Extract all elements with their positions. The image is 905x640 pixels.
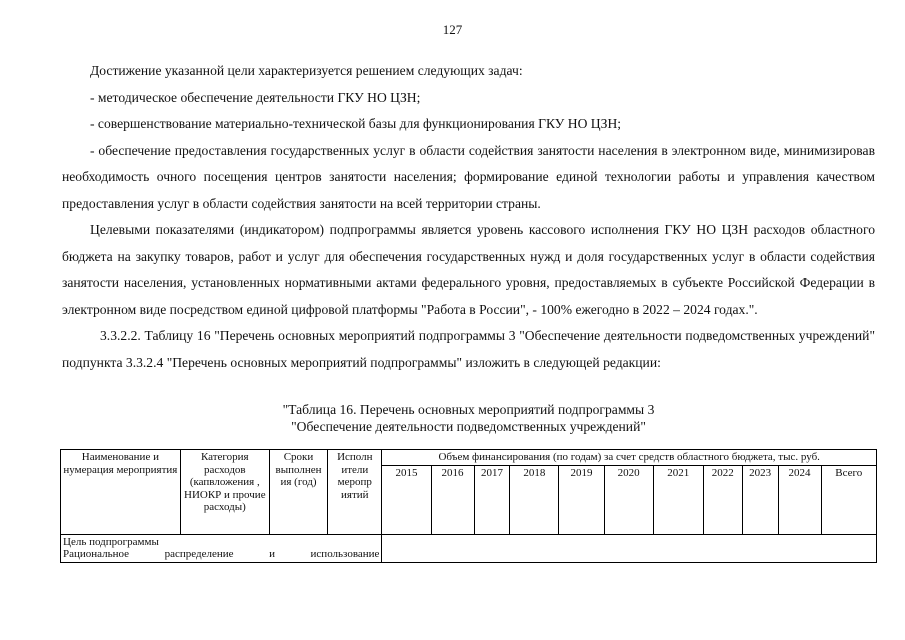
page-number: 127 — [442, 22, 463, 37]
table-caption-line-1: "Таблица 16. Перечень основных мероприятий подпрограммы 3 — [282, 402, 655, 417]
header-year: 2024 — [778, 465, 821, 534]
table-caption-line-2: "Обеспечение деятельности подведомственных учреждений" — [291, 419, 646, 434]
header-year: 2019 — [559, 465, 604, 534]
table-header-row — [61, 450, 877, 466]
header-year: 2023 — [742, 465, 778, 534]
paragraph-task-2: - совершенствование материально-технической базы для функционирования ГКУ НО ЦЗН; — [90, 116, 622, 131]
header-year: 2022 — [703, 465, 742, 534]
table-caption — [62, 401, 875, 435]
table-row-goal — [61, 534, 877, 562]
header-event-name: Наименование и нумерация мероприятия — [61, 450, 181, 535]
header-expense-category: Категория расходов (капвложения , НИОКР и прочие расходы) — [180, 450, 269, 535]
header-year: 2016 — [431, 465, 474, 534]
header-total: Всего — [821, 465, 877, 534]
paragraph-task-1: - методическое обеспечение деятельности ГКУ НО ЦЗН; — [90, 89, 421, 105]
document-body — [62, 58, 875, 376]
paragraph-indicators: Целевыми показателями (индикатором) подпрограммы является уровень кассового исполнения ГКУ НО ЦЗН расходов областного бюджета на закупку товаров, работ и услуг для обеспечения государственных нужд и доля государственных услуг в области содействия занятости населения, установленных нормативными актами федерального уровня, предоставляемых в субъекте Российской Федерации в электронном виде посредством единой цифровой платформы "Работа в России", - 100% ежегодно в 2022 – 2024 годах.". — [62, 222, 875, 317]
goal-label: Цель подпрограммы — [63, 535, 159, 548]
header-year: 2020 — [604, 465, 653, 534]
header-financing-volume: Объем финансирования (по годам) за счет средств областного бюджета, тыс. руб. — [382, 450, 877, 466]
header-year: 2017 — [474, 465, 510, 534]
paragraph-task-3: - обеспечение предоставления государственных услуг в области содействия занятости населения в электронном виде, минимизировав необходимость очного посещения центров занятости населения; формирование единой технологии работы и управления качеством предоставления услуг в области содействия занятости на всей территории страны. — [62, 142, 875, 211]
goal-empty-cell — [382, 534, 877, 562]
header-executors: Исполн ители меропр иятий — [328, 450, 382, 535]
header-terms: Сроки выполнен ия (год) — [269, 450, 327, 535]
header-year: 2021 — [653, 465, 703, 534]
header-year: 2015 — [382, 465, 431, 534]
financing-table — [60, 449, 877, 563]
goal-cell — [61, 534, 382, 562]
header-year: 2018 — [510, 465, 559, 534]
goal-text: Рациональное распределение и использование — [63, 548, 380, 560]
paragraph-tasks-intro: Достижение указанной цели характеризуется решением следующих задач: — [90, 63, 523, 78]
paragraph-amendment: 3.3.2.2. Таблицу 16 "Перечень основных мероприятий подпрограммы 3 "Обеспечение деятельности подведомственных учреждений" подпункта 3.3.2.4 "Перечень основных мероприятий подпрограммы" изложить в следующей редакции: — [62, 328, 875, 370]
